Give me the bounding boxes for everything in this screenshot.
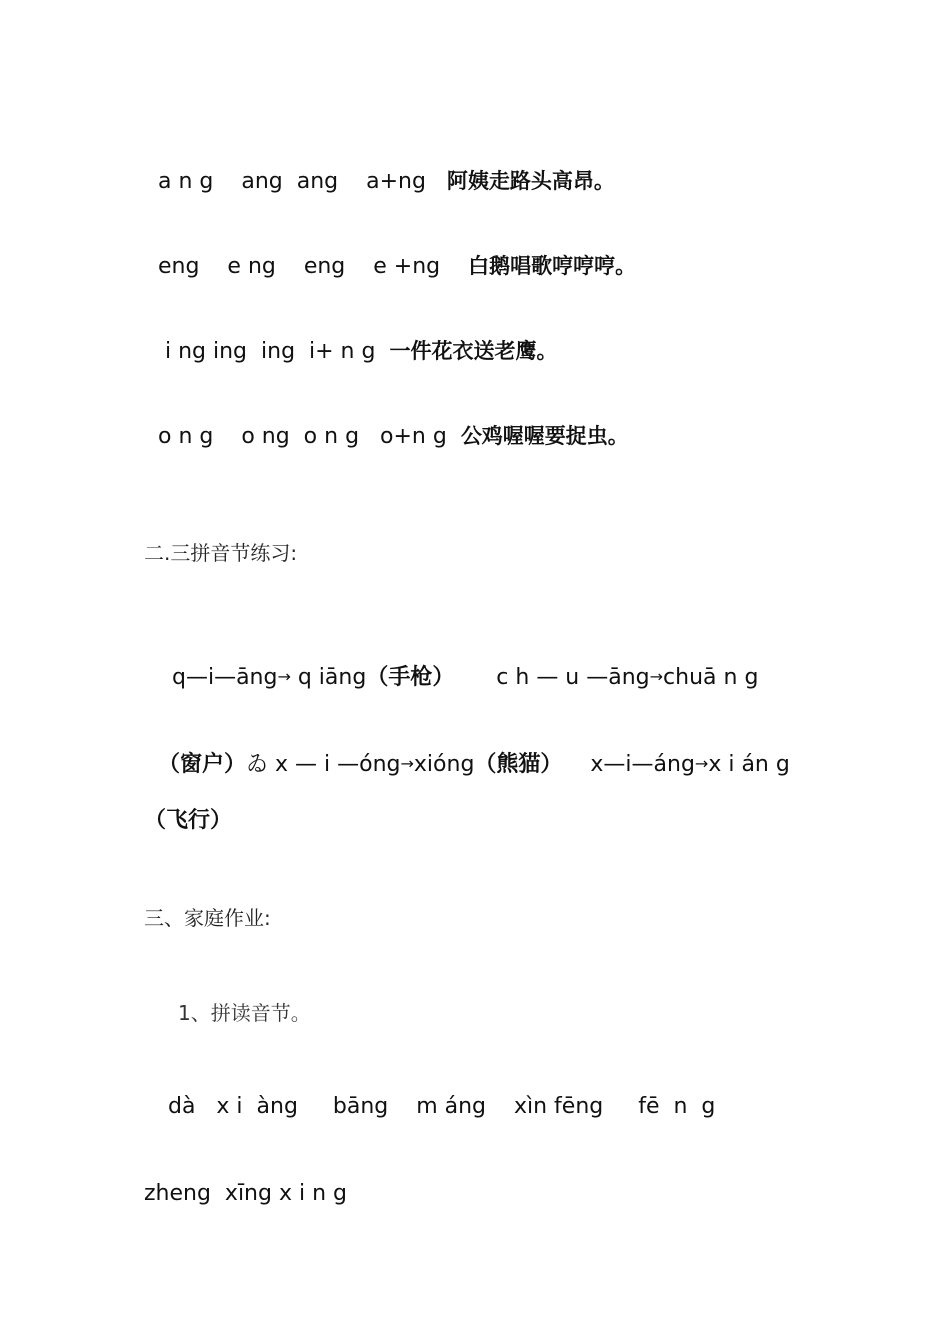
arrow-icon: → [694, 754, 709, 773]
rhyme-line-2 [144, 221, 636, 282]
rhyme-line-3 [144, 306, 557, 367]
rhyme-line-1 [144, 136, 615, 197]
rhyme-pinyin: o n g o ng o n g o+n g [158, 424, 447, 449]
syllable-result: x i án g [708, 752, 790, 777]
arrow-icon: → [277, 667, 291, 686]
rhyme-phrase: 阿姨走路头高昂。 [446, 169, 615, 193]
syllable-word: （窗户） [158, 752, 247, 777]
syllable-spelling: c h — u —āng [454, 665, 650, 690]
syllable-result: q iāng [290, 665, 367, 690]
triple-syllable-line-3: （飞行） [144, 808, 233, 833]
section-3-heading: 三、家庭作业: [144, 906, 271, 930]
rhyme-pinyin: a n g ang ang a+ng [158, 169, 426, 194]
syllable-spelling: ゐ x — i —óng [246, 752, 401, 777]
arrow-icon: → [400, 754, 414, 773]
syllable-result: chuā n g [663, 665, 759, 690]
syllable-result: xióng [413, 752, 475, 777]
syllable-spelling: x—i—áng [562, 752, 695, 777]
homework-subheading: 1、拼读音节。 [178, 1001, 311, 1025]
triple-syllable-line-2 [144, 719, 790, 780]
rhyme-phrase: 公鸡喔喔要捉虫。 [460, 424, 629, 448]
syllable-spelling: q—i—āng [158, 665, 278, 690]
homework-syllables-line-2: zheng xīng x i n g [144, 1181, 347, 1206]
syllable-word: （手枪） [366, 665, 455, 690]
rhyme-pinyin: i ng ing ing i+ n g [158, 339, 376, 364]
rhyme-line-4 [144, 391, 629, 452]
rhyme-phrase: 一件花衣送老鹰。 [389, 339, 558, 363]
syllable-word: （熊猫） [474, 752, 563, 777]
rhyme-phrase: 白鹅唱歌哼哼哼。 [468, 254, 637, 278]
arrow-icon: → [649, 667, 664, 686]
rhyme-pinyin: eng e ng eng e +ng [158, 254, 441, 279]
homework-syllables-line-1: dà x i àng bāng m áng xìn fēng fē n g [154, 1094, 716, 1119]
triple-syllable-line-1 [144, 632, 758, 693]
section-2-heading: 二.三拼音节练习: [144, 541, 298, 565]
